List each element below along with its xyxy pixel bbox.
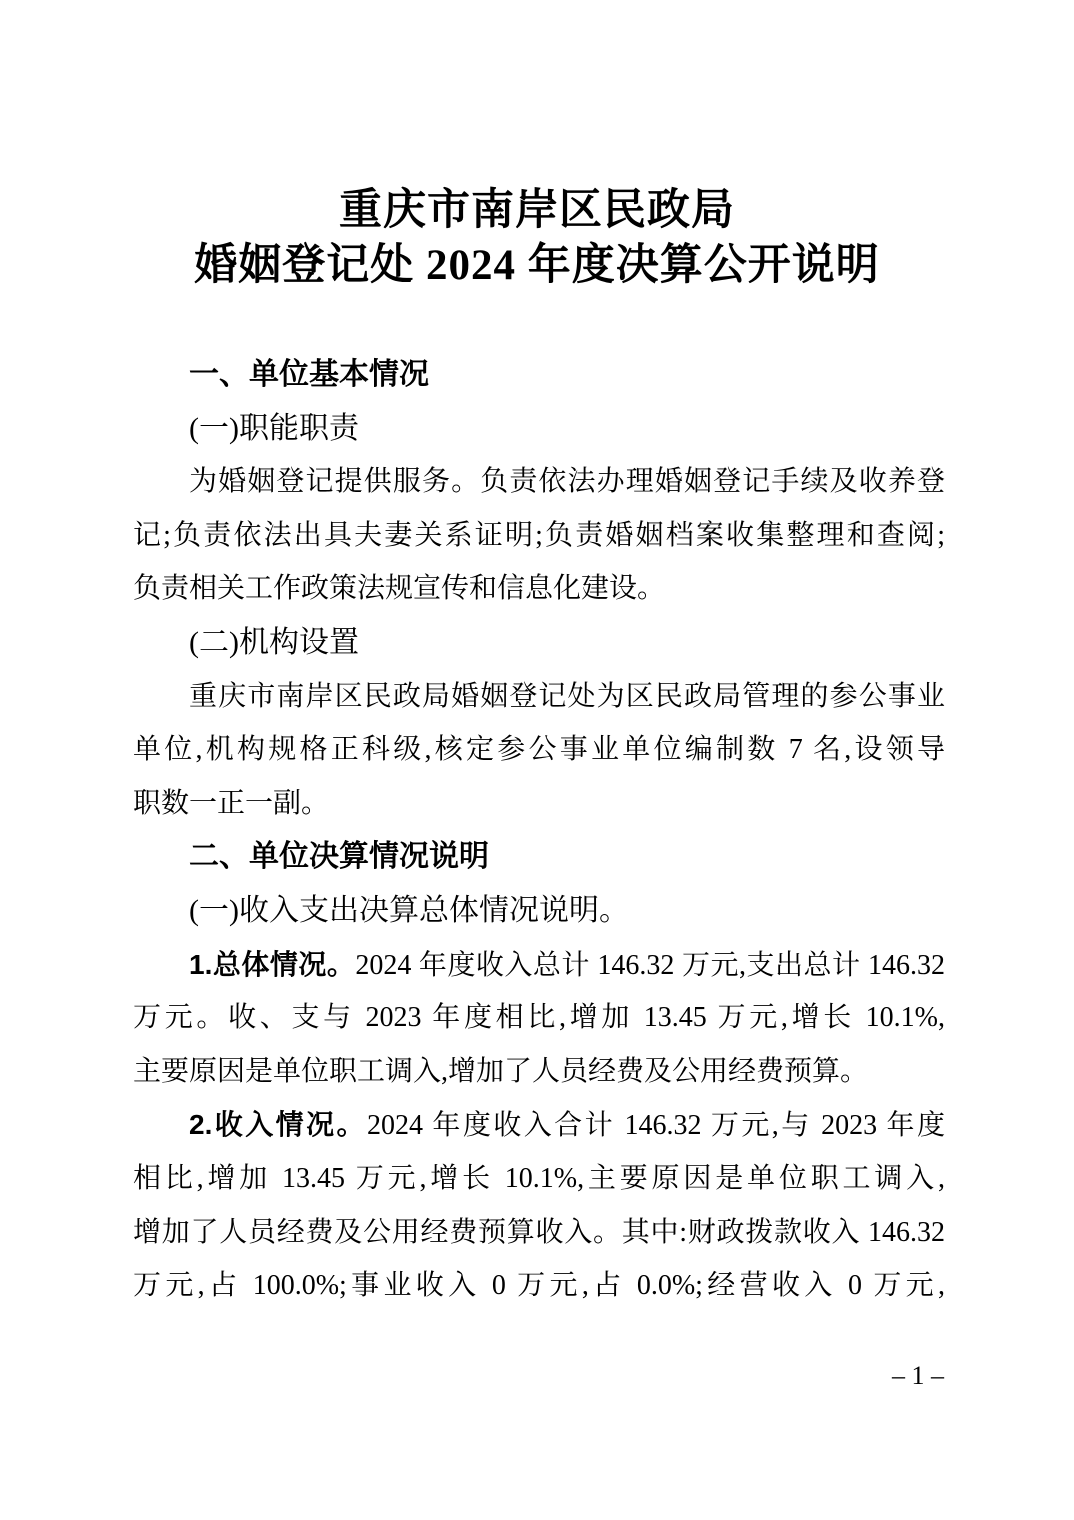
paragraph-line: 2.收入情况。2024 年度收入合计 146.32 万元,与 2023 年度	[189, 1109, 945, 1142]
section-heading: 一、单位基本情况	[189, 358, 429, 391]
paragraph-line: 单位,机构规格正科级,核定参公事业单位编制数 7 名,设领导	[133, 734, 945, 766]
paragraph-line: 万元。收、支与 2023 年度相比,增加 13.45 万元,增长 10.1%,	[133, 1002, 945, 1034]
paragraph-line: 增加了人员经费及公用经费预算收入。其中:财政拨款收入 146.32	[133, 1216, 945, 1248]
page-number: – 1 –	[892, 1361, 944, 1390]
subsection-heading: (一)职能职责	[189, 411, 359, 445]
subsection-heading: (一)收入支出决算总体情况说明。	[189, 893, 629, 927]
paragraph-line: 为婚姻登记提供服务。负责依法办理婚姻登记手续及收养登	[189, 466, 945, 498]
paragraph-line: 万元,占 100.0%;事业收入 0 万元,占 0.0%;经营收入 0 万元,	[133, 1270, 945, 1302]
paragraph-line: 重庆市南岸区民政局婚姻登记处为区民政局管理的参公事业	[189, 680, 945, 712]
paragraph-line: 相比,增加 13.45 万元,增长 10.1%,主要原因是单位职工调入,	[133, 1162, 945, 1194]
document-title	[0, 183, 1074, 293]
paragraph-line: 记;负责依法出具夫妻关系证明;负责婚姻档案收集整理和查阅;	[133, 519, 945, 551]
document-title-line-2: 婚姻登记处 2024 年度决算公开说明	[194, 242, 880, 289]
paragraph-line: 1.总体情况。2024 年度收入总计 146.32 万元,支出总计 146.32	[189, 948, 945, 981]
section-heading: 二、单位决算情况说明	[189, 840, 489, 874]
paragraph-line: 负责相关工作政策法规宣传和信息化建设。	[133, 573, 666, 605]
paragraph-line: 职数一正一副。	[133, 787, 330, 819]
paragraph-line: 主要原因是单位职工调入,增加了人员经费及公用经费预算。	[133, 1055, 869, 1087]
document-body	[133, 348, 945, 1313]
paragraph-lead-bold: 1.总体情况。	[189, 948, 356, 980]
subsection-heading: (二)机构设置	[189, 625, 359, 659]
paragraph-lead-bold: 2.收入情况。	[189, 1109, 367, 1141]
document-title-line-1: 重庆市南岸区民政局	[339, 187, 735, 234]
